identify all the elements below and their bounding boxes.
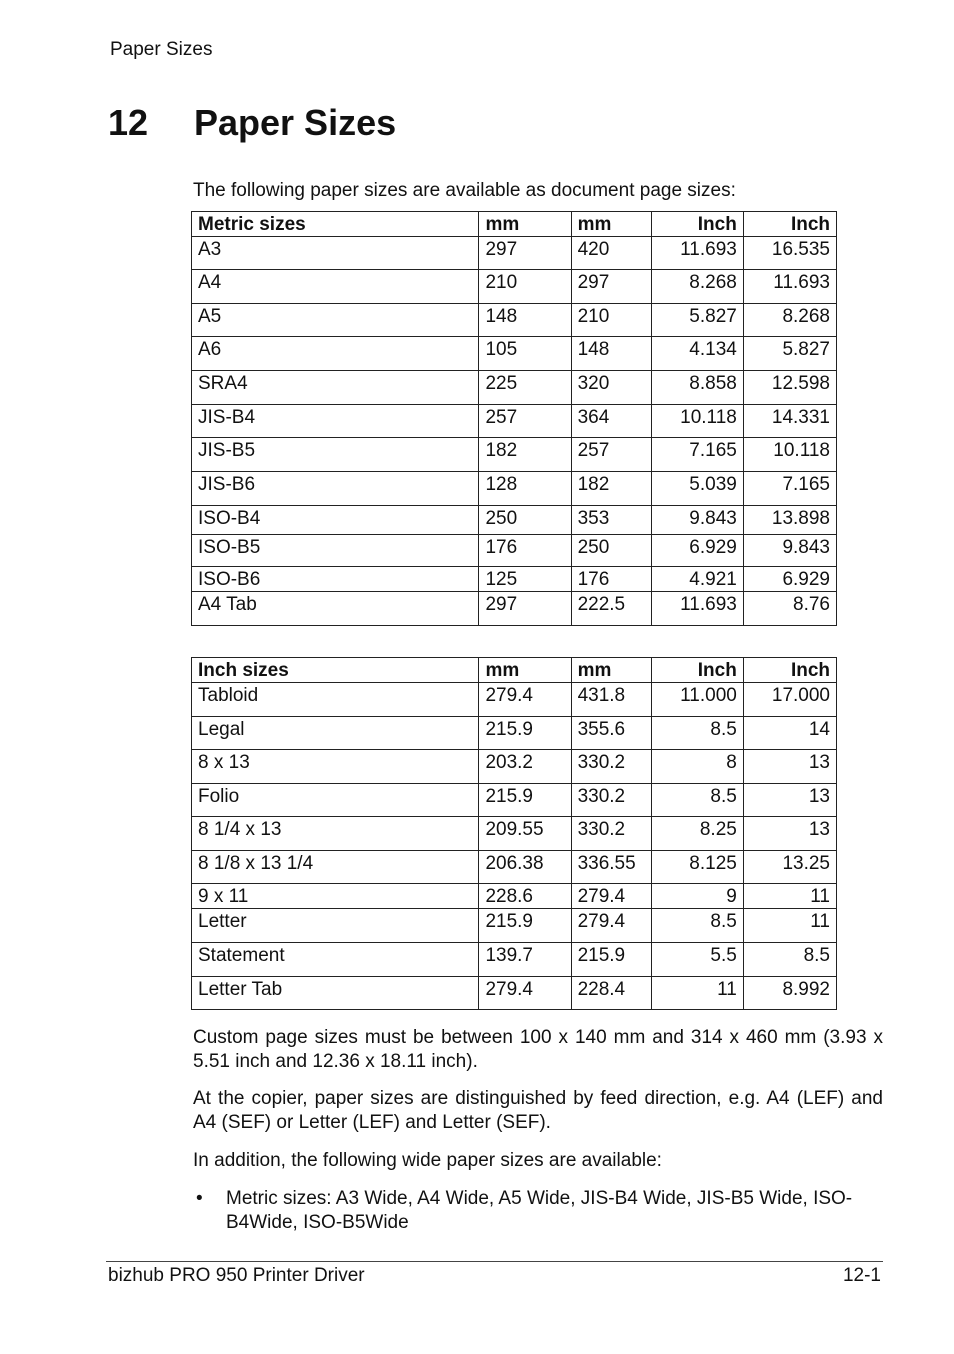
size-value-cell: 8.992: [743, 977, 836, 1010]
size-name-cell: 8 1/4 x 13: [192, 817, 479, 851]
size-value-cell: 279.4: [479, 977, 571, 1010]
size-value-cell: 5.827: [743, 337, 836, 371]
size-value-cell: 11.693: [743, 270, 836, 304]
column-header: Metric sizes: [192, 212, 479, 237]
size-value-cell: 11.000: [651, 683, 743, 717]
size-value-cell: 8.5: [651, 717, 743, 750]
footer-divider: [106, 1261, 883, 1262]
size-value-cell: 13: [743, 750, 836, 784]
size-value-cell: 13: [743, 784, 836, 817]
size-value-cell: 14: [743, 717, 836, 750]
size-value-cell: 9.843: [743, 535, 836, 567]
size-value-cell: 215.9: [571, 943, 651, 977]
size-value-cell: 279.4: [571, 909, 651, 943]
size-value-cell: 320: [571, 371, 651, 405]
size-value-cell: 12.598: [743, 371, 836, 405]
size-value-cell: 209.55: [479, 817, 571, 851]
size-value-cell: 16.535: [743, 237, 836, 270]
size-value-cell: 420: [571, 237, 651, 270]
size-value-cell: 8.76: [743, 592, 836, 626]
size-value-cell: 128: [479, 472, 571, 506]
size-name-cell: Legal: [192, 717, 479, 750]
size-value-cell: 330.2: [571, 817, 651, 851]
table-row: [192, 535, 837, 567]
size-name-cell: JIS-B5: [192, 438, 479, 472]
table-row: [192, 683, 837, 717]
feed-direction-note: At the copier, paper sizes are distinguished by feed direction, e.g. A4 (LEF) and A4 (SEF) or Letter (LEF) and Letter (SEF).: [193, 1088, 883, 1133]
size-value-cell: 279.4: [479, 683, 571, 717]
size-value-cell: 222.5: [571, 592, 651, 626]
size-value-cell: 11: [743, 884, 836, 909]
size-value-cell: 7.165: [651, 438, 743, 472]
size-name-cell: A3: [192, 237, 479, 270]
custom-size-note: Custom page sizes must be between 100 x 140 mm and 314 x 460 mm (3.93 x 5.51 inch and 12.36 x 18.11 inch).: [193, 1027, 883, 1072]
column-header: Inch sizes: [192, 658, 479, 683]
size-value-cell: 215.9: [479, 784, 571, 817]
size-value-cell: 14.331: [743, 405, 836, 438]
table-row: [192, 371, 837, 405]
size-name-cell: ISO-B5: [192, 535, 479, 567]
size-value-cell: 225: [479, 371, 571, 405]
wide-sizes-list: [193, 1187, 883, 1235]
size-name-cell: 9 x 11: [192, 884, 479, 909]
size-value-cell: 228.4: [571, 977, 651, 1010]
size-value-cell: 4.134: [651, 337, 743, 371]
column-header: mm: [571, 658, 651, 683]
size-name-cell: A4: [192, 270, 479, 304]
size-value-cell: 11.693: [651, 237, 743, 270]
size-value-cell: 176: [571, 567, 651, 592]
page-number: 12-1: [842, 1265, 881, 1286]
size-value-cell: 297: [571, 270, 651, 304]
size-value-cell: 8.268: [743, 304, 836, 337]
size-value-cell: 182: [479, 438, 571, 472]
size-value-cell: 330.2: [571, 784, 651, 817]
size-value-cell: 215.9: [479, 717, 571, 750]
size-name-cell: Letter: [192, 909, 479, 943]
table-header-row: [192, 212, 837, 237]
size-value-cell: 297: [479, 237, 571, 270]
intro-text: The following paper sizes are available as document page sizes:: [193, 180, 736, 201]
table-row: [192, 817, 837, 851]
size-value-cell: 148: [479, 304, 571, 337]
size-value-cell: 210: [479, 270, 571, 304]
size-value-cell: 176: [479, 535, 571, 567]
size-name-cell: JIS-B4: [192, 405, 479, 438]
column-header: Inch: [743, 212, 836, 237]
table-row: [192, 909, 837, 943]
size-value-cell: 203.2: [479, 750, 571, 784]
size-value-cell: 5.827: [651, 304, 743, 337]
size-name-cell: Letter Tab: [192, 977, 479, 1010]
table-row: [192, 567, 837, 592]
size-value-cell: 5.5: [651, 943, 743, 977]
size-name-cell: ISO-B4: [192, 506, 479, 535]
chapter-number: 12: [108, 102, 149, 143]
table-row: [192, 977, 837, 1010]
bullet-marker: •: [196, 1188, 203, 1209]
size-value-cell: 8.25: [651, 817, 743, 851]
size-value-cell: 4.921: [651, 567, 743, 592]
size-name-cell: 8 1/8 x 13 1/4: [192, 851, 479, 884]
size-value-cell: 215.9: [479, 909, 571, 943]
table-row: [192, 438, 837, 472]
size-name-cell: Folio: [192, 784, 479, 817]
size-value-cell: 139.7: [479, 943, 571, 977]
size-value-cell: 8.268: [651, 270, 743, 304]
size-value-cell: 105: [479, 337, 571, 371]
size-value-cell: 8.5: [651, 909, 743, 943]
size-value-cell: 9.843: [651, 506, 743, 535]
size-value-cell: 8: [651, 750, 743, 784]
size-value-cell: 10.118: [743, 438, 836, 472]
size-value-cell: 250: [479, 506, 571, 535]
size-name-cell: A6: [192, 337, 479, 371]
size-value-cell: 336.55: [571, 851, 651, 884]
size-value-cell: 5.039: [651, 472, 743, 506]
column-header: Inch: [651, 212, 743, 237]
table-row: [192, 337, 837, 371]
column-header: Inch: [651, 658, 743, 683]
size-value-cell: 11.693: [651, 592, 743, 626]
size-value-cell: 125: [479, 567, 571, 592]
size-value-cell: 250: [571, 535, 651, 567]
table-row: [192, 304, 837, 337]
size-name-cell: ISO-B6: [192, 567, 479, 592]
size-value-cell: 353: [571, 506, 651, 535]
column-header: mm: [479, 658, 571, 683]
size-value-cell: 297: [479, 592, 571, 626]
size-value-cell: 8.858: [651, 371, 743, 405]
table-row: [192, 717, 837, 750]
table-row: [192, 506, 837, 535]
size-value-cell: 8.5: [743, 943, 836, 977]
size-value-cell: 6.929: [651, 535, 743, 567]
table-row: [192, 784, 837, 817]
size-value-cell: 8.5: [651, 784, 743, 817]
size-value-cell: 7.165: [743, 472, 836, 506]
table-row: [192, 237, 837, 270]
table-row: [192, 405, 837, 438]
size-value-cell: 17.000: [743, 683, 836, 717]
size-value-cell: 13: [743, 817, 836, 851]
size-value-cell: 9: [651, 884, 743, 909]
table-row: [192, 472, 837, 506]
table-row: [192, 851, 837, 884]
metric-sizes-table: [191, 211, 837, 626]
size-value-cell: 330.2: [571, 750, 651, 784]
size-value-cell: 228.6: [479, 884, 571, 909]
footer-product-name: bizhub PRO 950 Printer Driver: [108, 1265, 365, 1286]
size-value-cell: 11: [651, 977, 743, 1010]
size-value-cell: 206.38: [479, 851, 571, 884]
table-row: [192, 592, 837, 626]
table-row: [192, 750, 837, 784]
inch-sizes-table: [191, 657, 837, 1010]
size-value-cell: 279.4: [571, 884, 651, 909]
size-name-cell: JIS-B6: [192, 472, 479, 506]
size-value-cell: 182: [571, 472, 651, 506]
size-value-cell: 431.8: [571, 683, 651, 717]
list-item: [193, 1187, 883, 1235]
wide-sizes-intro: In addition, the following wide paper sizes are available:: [193, 1150, 662, 1171]
table-row: [192, 884, 837, 909]
size-name-cell: Statement: [192, 943, 479, 977]
column-header: mm: [571, 212, 651, 237]
size-value-cell: 6.929: [743, 567, 836, 592]
running-header: Paper Sizes: [110, 39, 213, 60]
table-row: [192, 270, 837, 304]
size-name-cell: SRA4: [192, 371, 479, 405]
size-value-cell: 11: [743, 909, 836, 943]
size-value-cell: 355.6: [571, 717, 651, 750]
size-value-cell: 257: [571, 438, 651, 472]
size-value-cell: 13.898: [743, 506, 836, 535]
chapter-title: [108, 102, 396, 144]
size-name-cell: Tabloid: [192, 683, 479, 717]
size-value-cell: 257: [479, 405, 571, 438]
column-header: Inch: [743, 658, 836, 683]
size-value-cell: 210: [571, 304, 651, 337]
chapter-heading: Paper Sizes: [194, 102, 397, 143]
column-header: mm: [479, 212, 571, 237]
size-name-cell: A5: [192, 304, 479, 337]
table-header-row: [192, 658, 837, 683]
size-name-cell: 8 x 13: [192, 750, 479, 784]
size-value-cell: 8.125: [651, 851, 743, 884]
size-value-cell: 364: [571, 405, 651, 438]
size-value-cell: 148: [571, 337, 651, 371]
size-name-cell: A4 Tab: [192, 592, 479, 626]
list-item-text: Metric sizes: A3 Wide, A4 Wide, A5 Wide, JIS-B4 Wide, JIS-B5 Wide, ISO-B4Wide, ISO-B5Wide: [226, 1188, 853, 1233]
table-row: [192, 943, 837, 977]
size-value-cell: 10.118: [651, 405, 743, 438]
size-value-cell: 13.25: [743, 851, 836, 884]
